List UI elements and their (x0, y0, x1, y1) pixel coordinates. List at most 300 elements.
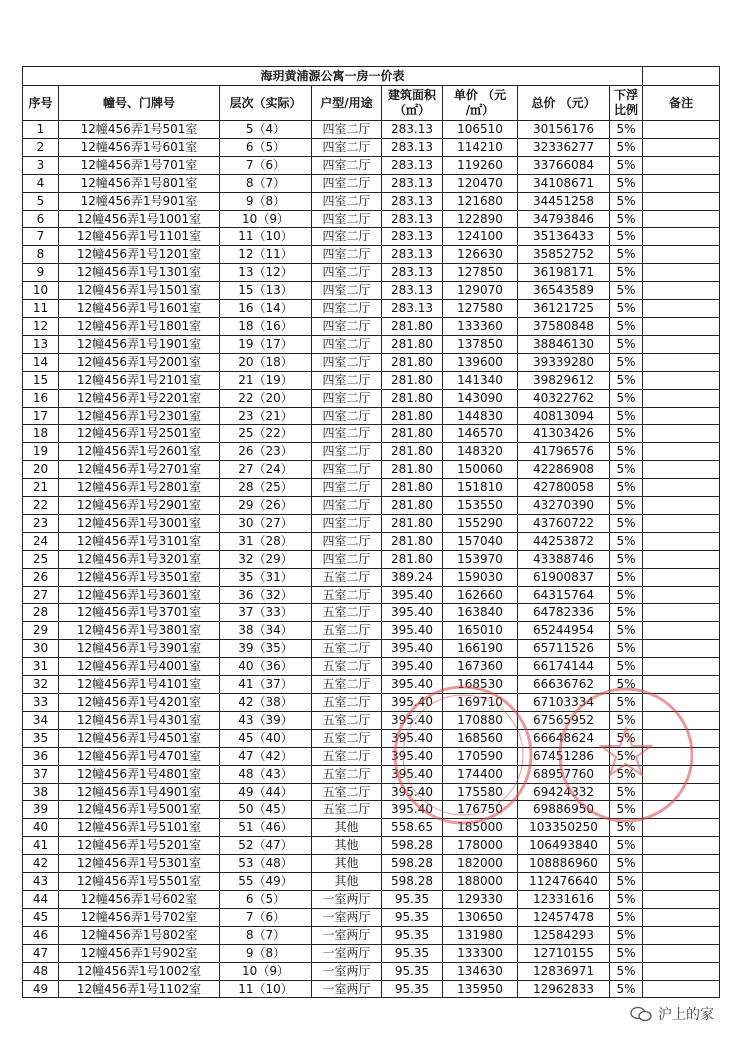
table-row (23, 121, 720, 139)
cell-area: 281.80 (382, 532, 443, 550)
cell-type: 其他 (312, 855, 382, 873)
cell-floor: 12（11） (220, 246, 312, 264)
cell-float: 5% (610, 622, 643, 640)
cell-total: 34793846 (518, 210, 610, 228)
cell-unit: 12幢456弄1号5201室 (59, 837, 220, 855)
cell-floor: 27（24） (220, 461, 312, 479)
cell-note (643, 711, 720, 729)
cell-area: 395.40 (382, 586, 443, 604)
cell-floor: 20（18） (220, 353, 312, 371)
cell-floor: 19（17） (220, 335, 312, 353)
cell-seq: 46 (23, 926, 59, 944)
cell-unit-price: 106510 (443, 121, 518, 139)
cell-area: 281.80 (382, 371, 443, 389)
cell-seq: 2 (23, 138, 59, 156)
cell-total: 65711526 (518, 640, 610, 658)
header-unit: 幢号、门牌号 (59, 86, 220, 121)
cell-seq: 41 (23, 837, 59, 855)
cell-float: 5% (610, 604, 643, 622)
cell-type: 四室二厅 (312, 461, 382, 479)
cell-unit: 12幢456弄1号2601室 (59, 443, 220, 461)
cell-unit: 12幢456弄1号2001室 (59, 353, 220, 371)
cell-seq: 25 (23, 550, 59, 568)
cell-area: 395.40 (382, 783, 443, 801)
cell-unit: 12幢456弄1号1801室 (59, 317, 220, 335)
cell-area: 281.80 (382, 353, 443, 371)
cell-unit: 12幢456弄1号1002室 (59, 962, 220, 980)
table-row (23, 676, 720, 694)
cell-area: 283.13 (382, 228, 443, 246)
cell-unit: 12幢456弄1号3101室 (59, 532, 220, 550)
cell-type: 五室二厅 (312, 711, 382, 729)
cell-unit-price: 155290 (443, 514, 518, 532)
table-row (23, 156, 720, 174)
table-row (23, 497, 720, 515)
price-table (22, 66, 720, 998)
cell-unit: 12幢456弄1号3501室 (59, 568, 220, 586)
cell-type: 五室二厅 (312, 640, 382, 658)
table-row (23, 765, 720, 783)
cell-seq: 39 (23, 801, 59, 819)
cell-total: 40322762 (518, 389, 610, 407)
cell-total: 66648624 (518, 729, 610, 747)
cell-float: 5% (610, 962, 643, 980)
table-row (23, 944, 720, 962)
cell-area: 95.35 (382, 926, 443, 944)
cell-seq: 4 (23, 174, 59, 192)
cell-type: 一室两厅 (312, 962, 382, 980)
cell-total: 37580848 (518, 317, 610, 335)
cell-unit-price: 124100 (443, 228, 518, 246)
cell-total: 34108671 (518, 174, 610, 192)
cell-total: 69424332 (518, 783, 610, 801)
cell-total: 41796576 (518, 443, 610, 461)
cell-unit-price: 185000 (443, 819, 518, 837)
cell-total: 44253872 (518, 532, 610, 550)
cell-type: 四室二厅 (312, 300, 382, 318)
cell-float: 5% (610, 461, 643, 479)
cell-note (643, 622, 720, 640)
cell-type: 五室二厅 (312, 747, 382, 765)
cell-float: 5% (610, 389, 643, 407)
cell-unit-price: 121680 (443, 192, 518, 210)
table-row (23, 640, 720, 658)
cell-unit: 12幢456弄1号4101室 (59, 676, 220, 694)
table-row (23, 783, 720, 801)
cell-seq: 32 (23, 676, 59, 694)
cell-total: 108886960 (518, 855, 610, 873)
cell-unit-price: 165010 (443, 622, 518, 640)
table-row (23, 908, 720, 926)
cell-unit-price: 146570 (443, 425, 518, 443)
cell-total: 42780058 (518, 479, 610, 497)
cell-unit: 12幢456弄1号1001室 (59, 210, 220, 228)
cell-unit-price: 150060 (443, 461, 518, 479)
cell-seq: 45 (23, 908, 59, 926)
cell-seq: 7 (23, 228, 59, 246)
cell-floor: 36（32） (220, 586, 312, 604)
table-row (23, 210, 720, 228)
cell-type: 四室二厅 (312, 425, 382, 443)
cell-note (643, 389, 720, 407)
header-float-line2: 比例 (614, 103, 639, 117)
cell-seq: 1 (23, 121, 59, 139)
cell-total: 43760722 (518, 514, 610, 532)
cell-type: 五室二厅 (312, 729, 382, 747)
cell-floor: 11（10） (220, 980, 312, 998)
cell-float: 5% (610, 210, 643, 228)
cell-unit: 12幢456弄1号4201室 (59, 694, 220, 712)
cell-type: 四室二厅 (312, 121, 382, 139)
cell-total: 12836971 (518, 962, 610, 980)
cell-type: 四室二厅 (312, 532, 382, 550)
cell-unit: 12幢456弄1号2801室 (59, 479, 220, 497)
cell-total: 33766084 (518, 156, 610, 174)
cell-note (643, 819, 720, 837)
cell-area: 283.13 (382, 174, 443, 192)
cell-total: 66174144 (518, 658, 610, 676)
cell-note (643, 801, 720, 819)
cell-type: 四室二厅 (312, 192, 382, 210)
cell-area: 395.40 (382, 711, 443, 729)
cell-total: 12457478 (518, 908, 610, 926)
cell-unit-price: 168560 (443, 729, 518, 747)
header-unit-price (443, 86, 518, 121)
cell-float: 5% (610, 980, 643, 998)
cell-unit: 12幢456弄1号802室 (59, 926, 220, 944)
cell-type: 五室二厅 (312, 604, 382, 622)
cell-note (643, 264, 720, 282)
cell-type: 四室二厅 (312, 282, 382, 300)
cell-floor: 10（9） (220, 210, 312, 228)
cell-total: 36121725 (518, 300, 610, 318)
cell-float: 5% (610, 550, 643, 568)
cell-floor: 38（34） (220, 622, 312, 640)
cell-float: 5% (610, 586, 643, 604)
table-row (23, 855, 720, 873)
cell-total: 12710155 (518, 944, 610, 962)
cell-type: 五室二厅 (312, 658, 382, 676)
cell-type: 五室二厅 (312, 586, 382, 604)
cell-area: 395.40 (382, 801, 443, 819)
cell-seq: 22 (23, 497, 59, 515)
cell-total: 67103334 (518, 694, 610, 712)
cell-floor: 30（27） (220, 514, 312, 532)
cell-seq: 8 (23, 246, 59, 264)
cell-float: 5% (610, 694, 643, 712)
cell-note (643, 783, 720, 801)
cell-unit-price: 188000 (443, 873, 518, 891)
cell-total: 68957760 (518, 765, 610, 783)
cell-note (643, 138, 720, 156)
cell-type: 一室两厅 (312, 890, 382, 908)
cell-type: 四室二厅 (312, 210, 382, 228)
cell-unit-price: 141340 (443, 371, 518, 389)
cell-type: 四室二厅 (312, 246, 382, 264)
cell-type: 一室两厅 (312, 926, 382, 944)
header-note: 备注 (643, 86, 720, 121)
cell-total: 69886950 (518, 801, 610, 819)
cell-area: 283.13 (382, 300, 443, 318)
table-row (23, 461, 720, 479)
table-row (23, 317, 720, 335)
cell-unit: 12幢456弄1号701室 (59, 156, 220, 174)
cell-unit: 12幢456弄1号5501室 (59, 873, 220, 891)
cell-seq: 18 (23, 425, 59, 443)
cell-area: 395.40 (382, 676, 443, 694)
cell-type: 其他 (312, 837, 382, 855)
cell-seq: 13 (23, 335, 59, 353)
cell-unit-price: 134630 (443, 962, 518, 980)
cell-float: 5% (610, 282, 643, 300)
cell-float: 5% (610, 192, 643, 210)
cell-area: 283.13 (382, 264, 443, 282)
cell-seq: 28 (23, 604, 59, 622)
cell-unit-price: 166190 (443, 640, 518, 658)
cell-unit: 12幢456弄1号5001室 (59, 801, 220, 819)
cell-unit: 12幢456弄1号1201室 (59, 246, 220, 264)
cell-unit: 12幢456弄1号901室 (59, 192, 220, 210)
cell-floor: 22（20） (220, 389, 312, 407)
cell-floor: 7（6） (220, 908, 312, 926)
cell-type: 五室二厅 (312, 568, 382, 586)
cell-area: 281.80 (382, 550, 443, 568)
cell-unit-price: 153550 (443, 497, 518, 515)
cell-area: 95.35 (382, 908, 443, 926)
cell-seq: 5 (23, 192, 59, 210)
cell-float: 5% (610, 890, 643, 908)
cell-total: 67451286 (518, 747, 610, 765)
cell-note (643, 192, 720, 210)
cell-total: 38846130 (518, 335, 610, 353)
cell-note (643, 765, 720, 783)
cell-area: 281.80 (382, 461, 443, 479)
cell-type: 四室二厅 (312, 497, 382, 515)
cell-float: 5% (610, 174, 643, 192)
cell-note (643, 335, 720, 353)
cell-area: 598.28 (382, 873, 443, 891)
cell-seq: 9 (23, 264, 59, 282)
header-floor: 层次（实际） (220, 86, 312, 121)
cell-floor: 11（10） (220, 228, 312, 246)
cell-note (643, 926, 720, 944)
cell-note (643, 353, 720, 371)
cell-floor: 6（5） (220, 138, 312, 156)
cell-unit-price: 168530 (443, 676, 518, 694)
cell-unit-price: 119260 (443, 156, 518, 174)
cell-area: 95.35 (382, 890, 443, 908)
cell-seq: 40 (23, 819, 59, 837)
cell-type: 一室两厅 (312, 944, 382, 962)
cell-float: 5% (610, 138, 643, 156)
cell-float: 5% (610, 676, 643, 694)
cell-note (643, 980, 720, 998)
cell-area: 283.13 (382, 192, 443, 210)
table-row (23, 514, 720, 532)
cell-unit-price: 143090 (443, 389, 518, 407)
cell-note (643, 443, 720, 461)
table-row (23, 801, 720, 819)
table-row (23, 532, 720, 550)
cell-total: 61900837 (518, 568, 610, 586)
cell-float: 5% (610, 855, 643, 873)
cell-unit: 12幢456弄1号1901室 (59, 335, 220, 353)
table-row (23, 729, 720, 747)
cell-unit-price: 133360 (443, 317, 518, 335)
cell-unit-price: 174400 (443, 765, 518, 783)
cell-area: 281.80 (382, 335, 443, 353)
cell-note (643, 425, 720, 443)
cell-floor: 10（9） (220, 962, 312, 980)
cell-unit-price: 135950 (443, 980, 518, 998)
cell-type: 五室二厅 (312, 622, 382, 640)
cell-note (643, 658, 720, 676)
cell-floor: 6（5） (220, 890, 312, 908)
cell-area: 281.80 (382, 389, 443, 407)
cell-note (643, 371, 720, 389)
cell-note (643, 407, 720, 425)
cell-unit: 12幢456弄1号4301室 (59, 711, 220, 729)
cell-floor: 13（12） (220, 264, 312, 282)
cell-seq: 15 (23, 371, 59, 389)
cell-float: 5% (610, 568, 643, 586)
cell-area: 281.80 (382, 479, 443, 497)
cell-area: 283.13 (382, 121, 443, 139)
cell-total: 35136433 (518, 228, 610, 246)
cell-area: 389.24 (382, 568, 443, 586)
cell-area: 395.40 (382, 640, 443, 658)
cell-total: 36543589 (518, 282, 610, 300)
cell-float: 5% (610, 640, 643, 658)
cell-area: 95.35 (382, 944, 443, 962)
cell-unit: 12幢456弄1号3801室 (59, 622, 220, 640)
table-row (23, 353, 720, 371)
cell-area: 283.13 (382, 156, 443, 174)
cell-unit-price: 144830 (443, 407, 518, 425)
cell-float: 5% (610, 497, 643, 515)
cell-float: 5% (610, 156, 643, 174)
cell-note (643, 550, 720, 568)
cell-floor: 31（28） (220, 532, 312, 550)
cell-floor: 53（48） (220, 855, 312, 873)
cell-seq: 33 (23, 694, 59, 712)
cell-floor: 48（43） (220, 765, 312, 783)
cell-area: 281.80 (382, 497, 443, 515)
cell-float: 5% (610, 425, 643, 443)
cell-note (643, 317, 720, 335)
cell-seq: 21 (23, 479, 59, 497)
cell-float: 5% (610, 300, 643, 318)
cell-area: 395.40 (382, 622, 443, 640)
cell-floor: 29（26） (220, 497, 312, 515)
cell-type: 五室二厅 (312, 765, 382, 783)
cell-unit: 12幢456弄1号4501室 (59, 729, 220, 747)
cell-floor: 9（8） (220, 192, 312, 210)
table-row (23, 658, 720, 676)
cell-note (643, 479, 720, 497)
cell-unit-price: 129070 (443, 282, 518, 300)
cell-floor: 41（37） (220, 676, 312, 694)
cell-note (643, 121, 720, 139)
table-row (23, 873, 720, 891)
cell-note (643, 837, 720, 855)
cell-total: 32336277 (518, 138, 610, 156)
cell-total: 103350250 (518, 819, 610, 837)
cell-total: 39339280 (518, 353, 610, 371)
cell-area: 281.80 (382, 425, 443, 443)
cell-area: 95.35 (382, 962, 443, 980)
cell-total: 66636762 (518, 676, 610, 694)
cell-floor: 47（42） (220, 747, 312, 765)
header-seq: 序号 (23, 86, 59, 121)
cell-unit-price: 163840 (443, 604, 518, 622)
cell-type: 四室二厅 (312, 443, 382, 461)
cell-unit: 12幢456弄1号3601室 (59, 586, 220, 604)
cell-floor: 35（31） (220, 568, 312, 586)
cell-total: 112476640 (518, 873, 610, 891)
table-row (23, 389, 720, 407)
cell-unit: 12幢456弄1号5301室 (59, 855, 220, 873)
cell-unit-price: 122890 (443, 210, 518, 228)
cell-unit-price: 175580 (443, 783, 518, 801)
cell-floor: 50（45） (220, 801, 312, 819)
cell-floor: 32（29） (220, 550, 312, 568)
cell-note (643, 568, 720, 586)
cell-seq: 49 (23, 980, 59, 998)
table-row (23, 138, 720, 156)
cell-note (643, 174, 720, 192)
cell-type: 四室二厅 (312, 138, 382, 156)
cell-unit-price: 170880 (443, 711, 518, 729)
cell-unit-price: 131980 (443, 926, 518, 944)
cell-seq: 27 (23, 586, 59, 604)
cell-floor: 21（19） (220, 371, 312, 389)
cell-type: 四室二厅 (312, 479, 382, 497)
cell-unit-price: 157040 (443, 532, 518, 550)
cell-type: 四室二厅 (312, 174, 382, 192)
table-row (23, 300, 720, 318)
cell-float: 5% (610, 765, 643, 783)
cell-float: 5% (610, 711, 643, 729)
header-total: 总价 （元） (518, 86, 610, 121)
cell-floor: 37（33） (220, 604, 312, 622)
cell-seq: 43 (23, 873, 59, 891)
cell-unit-price: 133300 (443, 944, 518, 962)
cell-type: 四室二厅 (312, 353, 382, 371)
cell-total: 64315764 (518, 586, 610, 604)
cell-unit-price: 178000 (443, 837, 518, 855)
cell-unit: 12幢456弄1号3701室 (59, 604, 220, 622)
cell-unit-price: 153970 (443, 550, 518, 568)
cell-seq: 16 (23, 389, 59, 407)
cell-note (643, 944, 720, 962)
cell-total: 35852752 (518, 246, 610, 264)
cell-floor: 18（16） (220, 317, 312, 335)
cell-unit: 12幢456弄1号3901室 (59, 640, 220, 658)
cell-note (643, 729, 720, 747)
cell-seq: 24 (23, 532, 59, 550)
cell-unit: 12幢456弄1号501室 (59, 121, 220, 139)
cell-area: 281.80 (382, 407, 443, 425)
cell-float: 5% (610, 407, 643, 425)
cell-seq: 11 (23, 300, 59, 318)
cell-unit: 12幢456弄1号602室 (59, 890, 220, 908)
cell-type: 五室二厅 (312, 676, 382, 694)
header-float-line1: 下浮 (614, 88, 639, 102)
table-row (23, 174, 720, 192)
cell-unit: 12幢456弄1号2701室 (59, 461, 220, 479)
table-row (23, 228, 720, 246)
